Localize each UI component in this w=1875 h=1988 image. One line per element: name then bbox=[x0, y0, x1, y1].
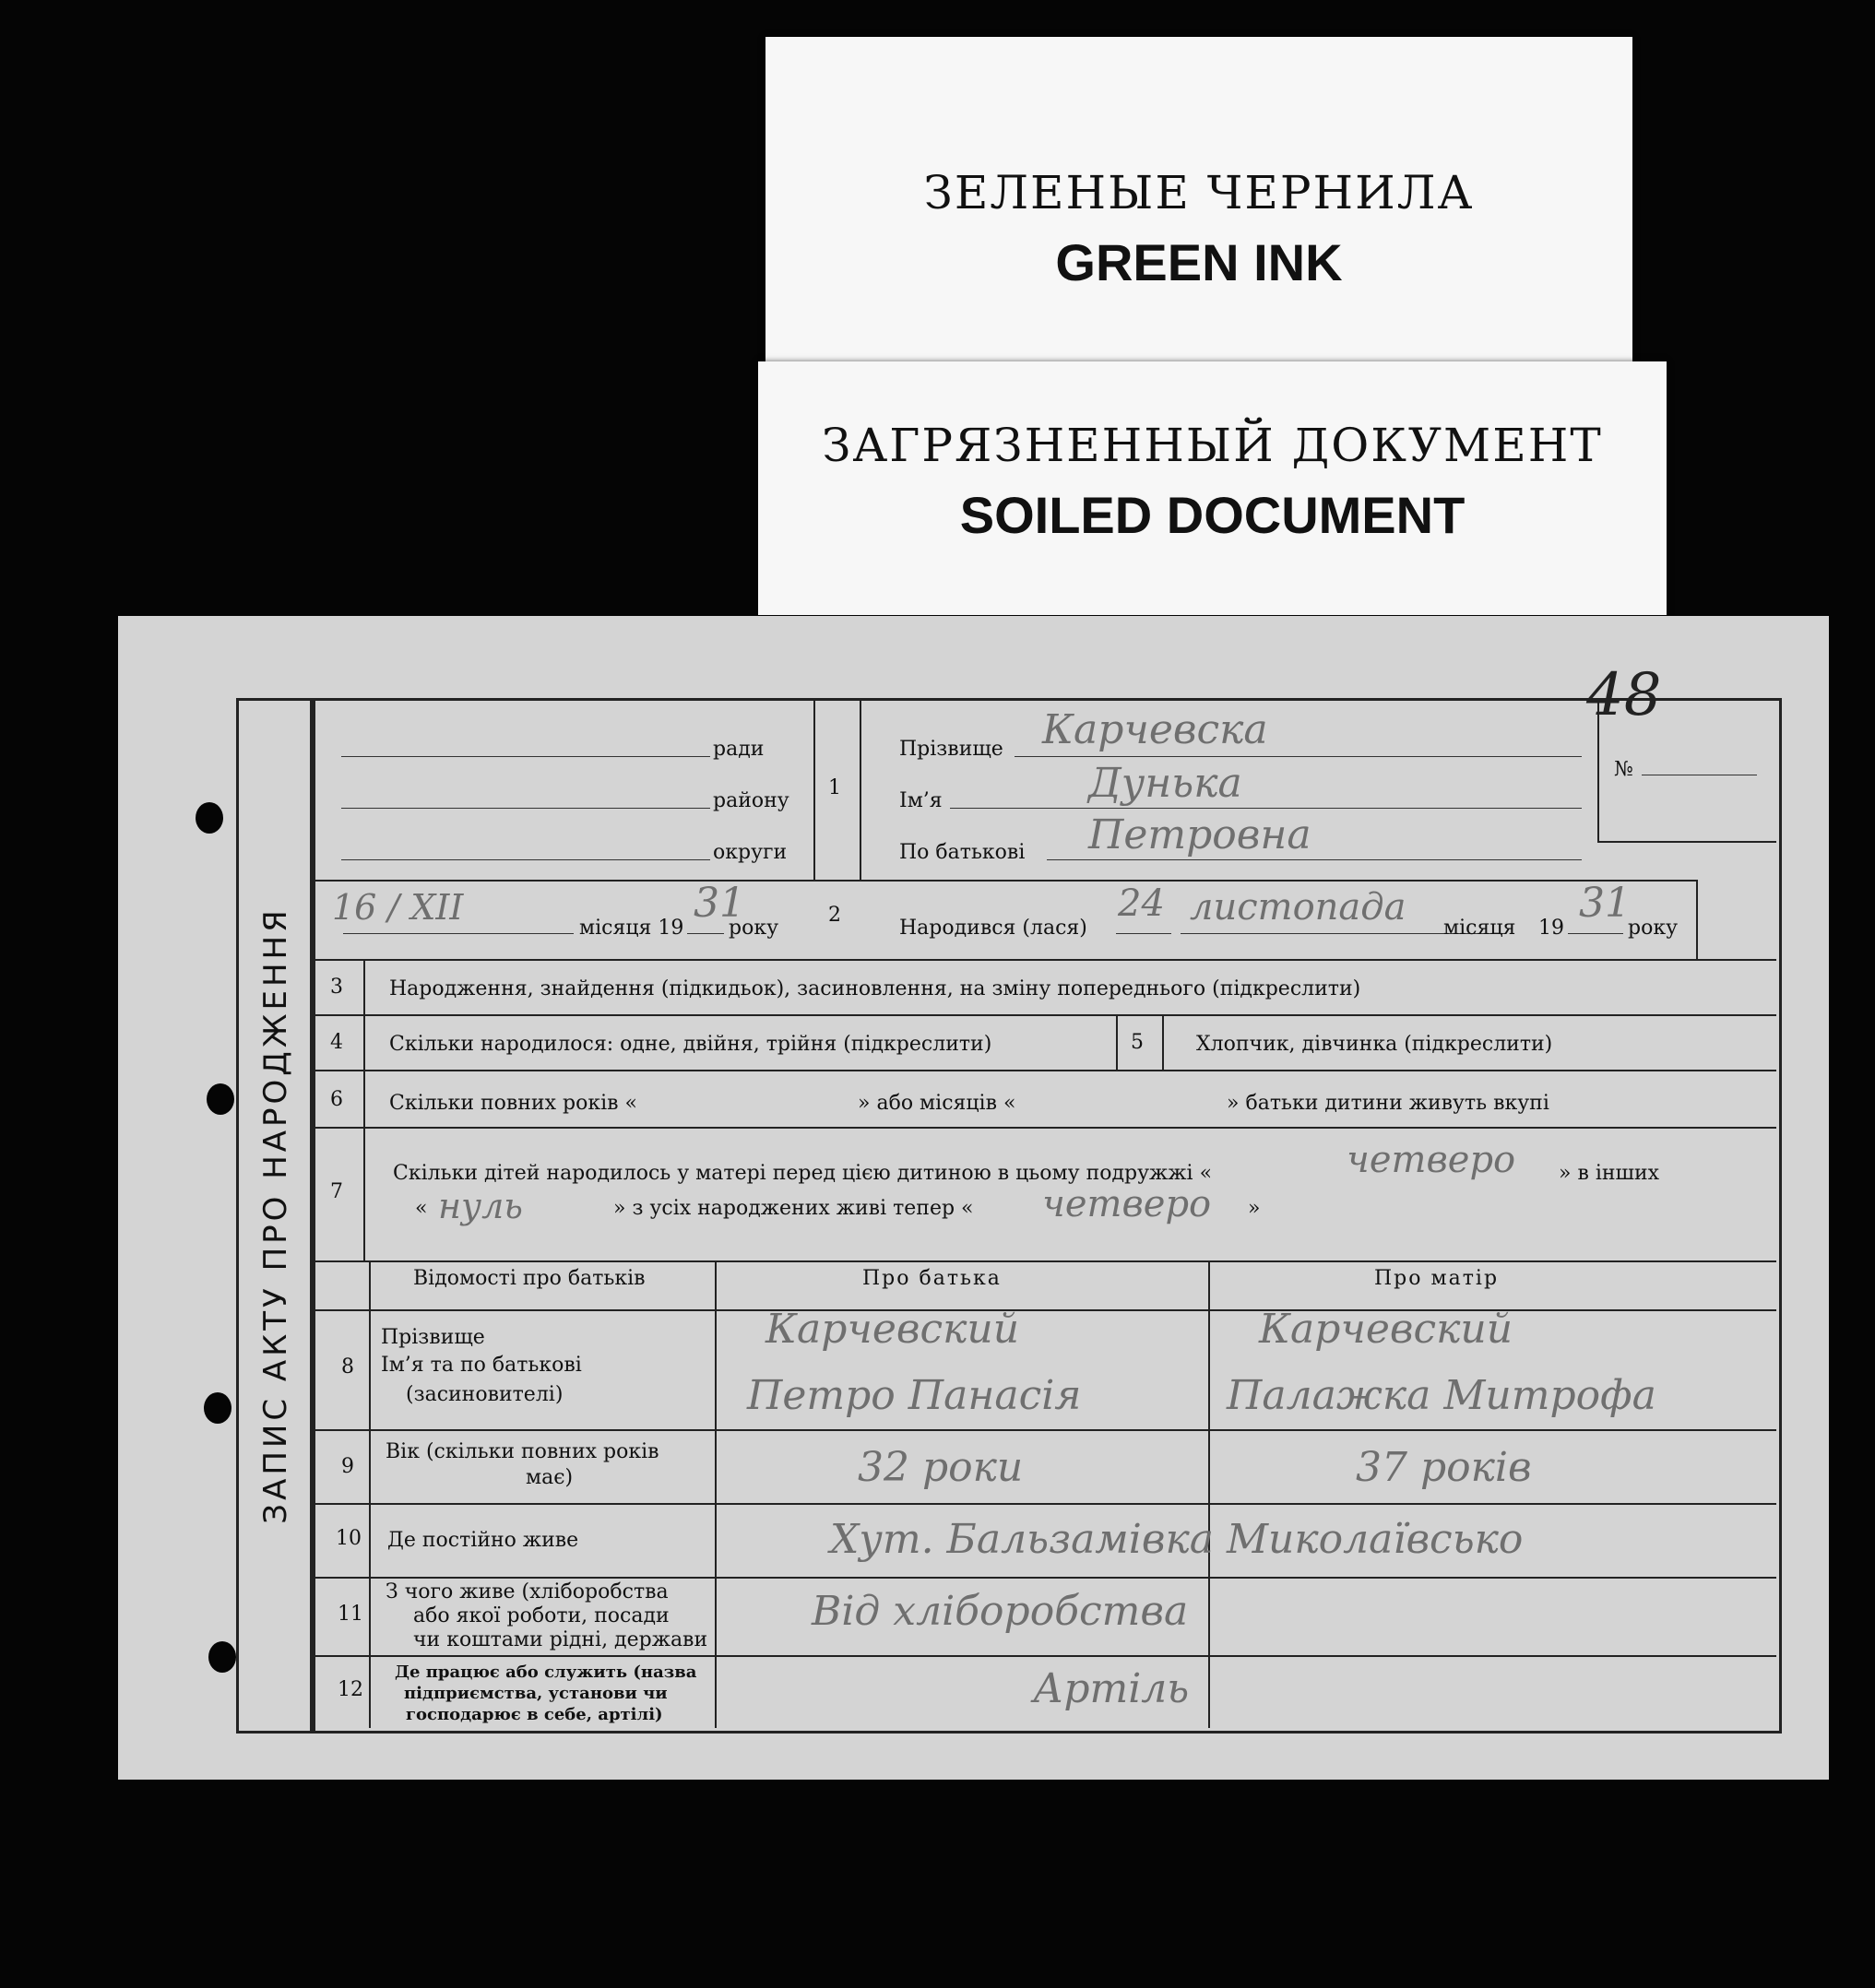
row-number-4: 4 bbox=[330, 1031, 343, 1054]
reg-date-line bbox=[343, 933, 574, 934]
livelihood-label-2: або якої роботи, посади bbox=[413, 1604, 670, 1627]
record-number-label: № bbox=[1614, 758, 1633, 781]
children-other-label: » в інших bbox=[1559, 1162, 1660, 1185]
name-label: Ім’я bbox=[899, 789, 943, 812]
reg-month-label: місяця 19 bbox=[579, 917, 684, 940]
age-label-cont: має) bbox=[526, 1466, 574, 1489]
children-other-open: « bbox=[415, 1197, 428, 1220]
grid-line bbox=[310, 1655, 1776, 1657]
cohabitation-months-text: » або місяців « bbox=[858, 1092, 1016, 1115]
grid-line bbox=[1696, 880, 1698, 959]
birth-year-label: року bbox=[1628, 917, 1679, 940]
grid-line bbox=[813, 698, 815, 880]
side-title-column bbox=[236, 698, 315, 1734]
multiple-birth-text: Скільки народилося: одне, двійня, трійня (підкреслити) bbox=[389, 1033, 992, 1056]
grid-line bbox=[1162, 1014, 1164, 1070]
grid-line bbox=[715, 1260, 717, 1728]
name-line bbox=[950, 808, 1582, 809]
residence: Хут. Бальзамівка Миколаївсько bbox=[830, 1516, 1524, 1563]
green-ink-label-en: GREEN INK bbox=[1055, 233, 1343, 291]
reg-year-line bbox=[687, 933, 724, 934]
grid-line bbox=[363, 959, 365, 1260]
workplace-label-3: господарює в себе, артілі) bbox=[406, 1705, 663, 1724]
birth-month: листопада bbox=[1190, 886, 1406, 929]
residence-label: Де постійно живе bbox=[387, 1529, 579, 1552]
parent-name-label: Ім’я та по батькові bbox=[381, 1354, 582, 1377]
workplace: Артіль bbox=[1033, 1665, 1190, 1712]
rada-label: ради bbox=[713, 738, 765, 761]
parent-surname-label: Прізвище bbox=[381, 1326, 485, 1349]
rada-line bbox=[341, 756, 710, 757]
record-number-handwritten: 48 bbox=[1586, 661, 1662, 729]
father-name: Петро Панасія bbox=[747, 1372, 1082, 1419]
birth-year: 31 bbox=[1579, 880, 1631, 927]
livelihood-label-1: З чого живе (хліборобства bbox=[386, 1580, 669, 1603]
occupation: Від хліборобства bbox=[812, 1588, 1189, 1635]
grid-line bbox=[310, 1260, 1776, 1262]
patronymic-label: По батькові bbox=[899, 841, 1026, 864]
row-number-10: 10 bbox=[336, 1527, 362, 1550]
workplace-label-1: Де працює або служить (назва bbox=[395, 1663, 697, 1682]
grid-line bbox=[310, 1014, 1776, 1016]
birth-century-label: 19 bbox=[1538, 917, 1564, 940]
row-number-8: 8 bbox=[341, 1355, 354, 1379]
row-number-1: 1 bbox=[828, 776, 841, 799]
children-alive: четверо bbox=[1042, 1183, 1212, 1225]
punch-hole bbox=[204, 1392, 231, 1424]
row-number-2: 2 bbox=[828, 904, 841, 927]
number-box-line bbox=[1597, 841, 1776, 843]
grid-line bbox=[310, 1577, 1776, 1579]
children-alive-close: » bbox=[1248, 1197, 1261, 1220]
born-label: Народився (лася) bbox=[899, 917, 1087, 940]
cohabitation-years-text: Скільки повних років « bbox=[389, 1092, 637, 1115]
father-surname: Карчевский bbox=[765, 1306, 1020, 1353]
grid-line bbox=[310, 1429, 1776, 1431]
adoptive-label: (засиновителі) bbox=[406, 1383, 564, 1406]
child-surname: Карчевска bbox=[1042, 706, 1268, 753]
reg-date-handwritten: 16 / XII bbox=[332, 887, 464, 928]
reg-year-handwritten: 31 bbox=[694, 880, 745, 927]
patronymic-line bbox=[1047, 859, 1582, 860]
grid-line bbox=[310, 1503, 1776, 1505]
grid-line bbox=[1208, 1260, 1210, 1728]
mother-header: Про матір bbox=[1374, 1267, 1500, 1290]
soiled-document-label-card bbox=[758, 361, 1667, 615]
side-title: ЗАПИС АКТУ ПРО НАРОДЖЕННЯ bbox=[257, 906, 294, 1524]
soiled-label-ru: ЗАГРЯЗНЕННЫЙ ДОКУМЕНТ bbox=[822, 419, 1603, 472]
grid-line bbox=[310, 880, 1698, 882]
father-header: Про батька bbox=[862, 1267, 1002, 1290]
row-number-5: 5 bbox=[1131, 1031, 1144, 1054]
punch-hole bbox=[196, 802, 223, 834]
birth-day: 24 bbox=[1118, 882, 1165, 925]
birth-day-line bbox=[1116, 933, 1171, 934]
mother-surname: Карчевский bbox=[1259, 1306, 1513, 1353]
children-before-text: Скільки дітей народилось у матері перед цією дитиною в цьому подружжі « bbox=[393, 1162, 1213, 1185]
punch-hole bbox=[208, 1641, 236, 1673]
livelihood-label-3: чи коштами рідні, держави bbox=[413, 1628, 708, 1651]
sex-text: Хлопчик, дівчинка (підкреслити) bbox=[1196, 1033, 1553, 1056]
birth-year-line bbox=[1568, 933, 1623, 934]
row-number-11: 11 bbox=[338, 1603, 363, 1626]
grid-line bbox=[310, 959, 1776, 961]
grid-line bbox=[310, 1309, 1776, 1311]
children-alive-text: » з усіх народжених живі тепер « bbox=[613, 1197, 974, 1220]
child-patronymic: Петровна bbox=[1088, 811, 1311, 858]
raionu-line bbox=[341, 808, 710, 809]
reg-year-label: року bbox=[729, 917, 779, 940]
parents-info-header: Відомості про батьків bbox=[413, 1267, 646, 1290]
children-other: нуль bbox=[438, 1186, 523, 1226]
row-number-6: 6 bbox=[330, 1088, 343, 1111]
grid-line bbox=[1116, 1014, 1118, 1070]
surname-line bbox=[1015, 756, 1582, 757]
row-number-9: 9 bbox=[341, 1455, 354, 1478]
row-number-3: 3 bbox=[330, 976, 343, 999]
children-before: четверо bbox=[1347, 1139, 1516, 1181]
cohabitation-tail-text: » батьки дитини живуть вкупі bbox=[1227, 1092, 1549, 1115]
age-label: Вік (скільки повних років bbox=[386, 1440, 659, 1463]
soiled-label-en: SOILED DOCUMENT bbox=[959, 486, 1466, 544]
workplace-label-2: підприємства, установи чи bbox=[404, 1684, 668, 1703]
grid-line bbox=[310, 1127, 1776, 1129]
child-name: Дунька bbox=[1088, 760, 1242, 807]
punch-hole bbox=[207, 1083, 234, 1115]
raionu-label: району bbox=[713, 789, 789, 812]
row-number-12: 12 bbox=[338, 1678, 363, 1701]
green-ink-label-ru: ЗЕЛЕНЫЕ ЧЕРНИЛА bbox=[923, 166, 1475, 219]
green-ink-label-card bbox=[765, 37, 1632, 364]
mother-name: Палажка Митрофа bbox=[1227, 1372, 1656, 1419]
birth-month-label: місяця bbox=[1443, 917, 1516, 940]
okruhy-line bbox=[341, 859, 710, 860]
row-number-7: 7 bbox=[330, 1180, 343, 1203]
grid-line bbox=[310, 1070, 1776, 1071]
grid-line bbox=[369, 1260, 371, 1728]
grid-line bbox=[860, 698, 861, 880]
birth-type-text: Народження, знайдення (підкидьок), засиновлення, на зміну попереднього (підкреслити) bbox=[389, 977, 1361, 1000]
surname-label: Прізвище bbox=[899, 738, 1003, 761]
okruhy-label: округи bbox=[713, 841, 788, 864]
father-age: 32 роки bbox=[858, 1444, 1024, 1491]
mother-age: 37 років bbox=[1356, 1444, 1532, 1491]
